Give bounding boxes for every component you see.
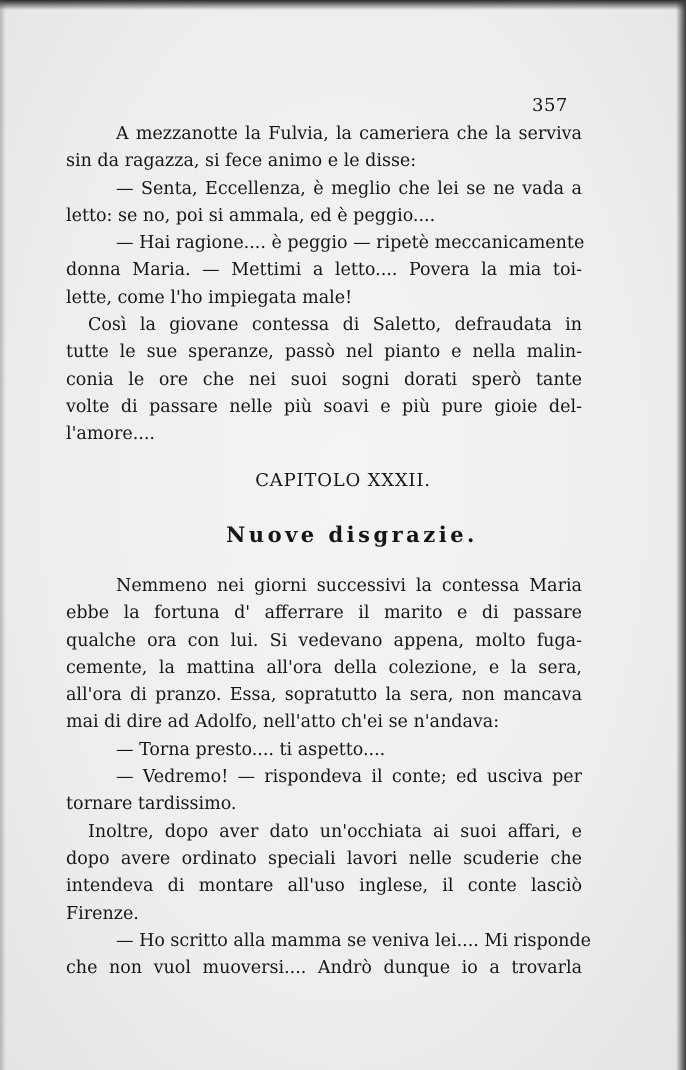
- text-line: conia le ore che nei suoi sogni dorati sperò tante: [66, 369, 582, 390]
- text-line: — Hai ragione.... è peggio — ripetè meccanicamente: [116, 233, 585, 254]
- text-line: donna Maria. — Mettimi a letto.... Povera la mia toi-: [66, 260, 582, 281]
- text-line: — Senta, Eccellenza, è meglio che lei se ne vada a: [116, 178, 582, 199]
- scan-shadow-top: [0, 0, 686, 10]
- text-line: — Torna presto.... ti aspetto....: [116, 739, 386, 760]
- text-line: intendeva di montare all'uso inglese, il conte lasciò: [66, 876, 582, 897]
- text-line: — Ho scritto alla mamma se veniva lei.... Mi risponde: [116, 930, 592, 951]
- paragraph-block-top: [66, 121, 585, 449]
- text-line: qualche ora con lui. Si vedevano appena, molto fuga-: [66, 630, 582, 651]
- text-line: ebbe la fortuna d' afferrare il marito e di passare: [66, 603, 582, 624]
- text-line: Inoltre, dopo aver dato un'occhiata ai suoi affari, e: [88, 821, 582, 842]
- text-line: Così la giovane contessa di Saletto, defraudata in: [88, 315, 582, 336]
- text-line: l'amore....: [66, 424, 155, 445]
- text-line: letto: se no, poi si ammala, ed è peggio....: [66, 205, 436, 226]
- text-line: mai di dire ad Adolfo, nell'atto ch'ei se n'andava:: [66, 712, 500, 733]
- chapter-title: Nuove disgrazie.: [226, 522, 478, 547]
- text-line: A mezzanotte la Fulvia, la cameriera che la serviva: [116, 124, 582, 144]
- text-line: — Vedremo! — rispondeva il conte; ed usciva per: [116, 767, 582, 788]
- text-line: dopo avere ordinato speciali lavori nelle scuderie che: [66, 848, 582, 869]
- text-line: Nemmeno nei giorni successivi la contessa Maria: [116, 576, 582, 596]
- paragraph-block-bottom: [66, 573, 592, 982]
- text-line: Firenze.: [66, 903, 139, 924]
- text-line: all'ora di pranzo. Essa, sopratutto la sera, non mancava: [66, 685, 582, 706]
- text-line: tutte le sue speranze, passò nel pianto e nella malin-: [66, 342, 582, 363]
- text-line: che non vuol muoversi.... Andrò dunque io a trovarla: [66, 958, 582, 979]
- text-line: sin da ragazza, si fece animo e le disse:: [66, 151, 417, 172]
- page-number: 357: [532, 95, 568, 116]
- text-line: tornare tardissimo.: [66, 794, 237, 815]
- text-line: cemente, la mattina all'ora della colezione, e la sera,: [66, 657, 582, 678]
- chapter-number: CAPITOLO XXXII.: [255, 470, 431, 491]
- text-line: volte di passare nelle più soavi e più pure gioie del-: [66, 396, 582, 417]
- text-line: lette, come l'ho impiegata male!: [66, 287, 353, 308]
